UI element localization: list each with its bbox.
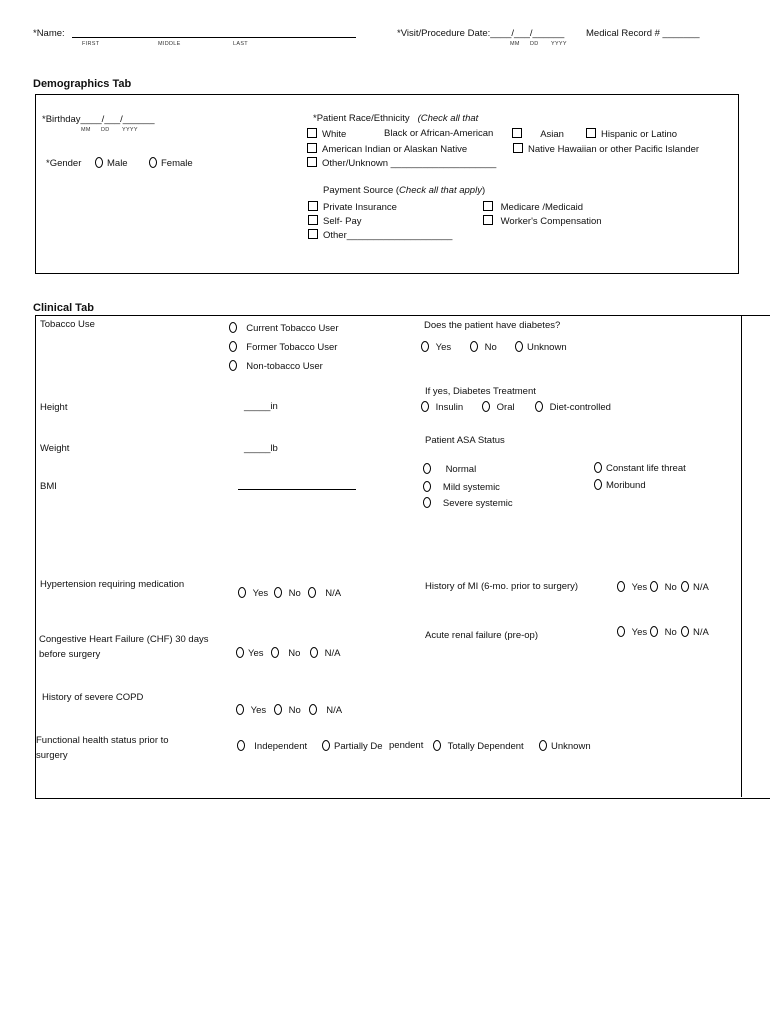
arf-no-option[interactable]: No bbox=[650, 626, 677, 638]
self-pay-checkbox-icon[interactable] bbox=[308, 215, 318, 225]
chf-yes-option[interactable]: Yes bbox=[236, 647, 264, 659]
gender-label: *Gender bbox=[46, 158, 82, 169]
race-black-label: Black or African-American bbox=[384, 128, 494, 139]
chf-yes-radio-icon[interactable] bbox=[236, 647, 244, 658]
tobacco-label: Tobacco Use bbox=[40, 319, 95, 330]
copd-yes-option[interactable]: Yes bbox=[236, 704, 266, 716]
asa-moribund-option[interactable]: Moribund bbox=[594, 479, 646, 491]
asa-normal-option[interactable]: Normal bbox=[423, 463, 476, 475]
bmi-field[interactable] bbox=[238, 489, 356, 490]
visit-dd: DD bbox=[530, 41, 539, 47]
birthday-dd: DD bbox=[101, 127, 110, 133]
copd-na-option[interactable]: N/A bbox=[309, 704, 342, 716]
birthday-yyyy: YYYY bbox=[122, 127, 138, 133]
mi-no-option[interactable]: No bbox=[650, 581, 677, 593]
medicare-checkbox-icon[interactable] bbox=[483, 201, 493, 211]
current-radio-icon[interactable] bbox=[229, 322, 237, 333]
func-independent-option[interactable]: Independent bbox=[237, 740, 307, 752]
race-other-option[interactable]: Other/Unknown ____________________ bbox=[307, 157, 496, 169]
htn-no-radio-icon[interactable] bbox=[274, 587, 282, 598]
asa-mild-radio-icon[interactable] bbox=[423, 481, 431, 492]
middle-label: MIDDLE bbox=[158, 41, 181, 47]
arf-na-radio-icon[interactable] bbox=[681, 626, 689, 637]
visit-mm: MM bbox=[510, 41, 520, 47]
functional-label-line2: surgery bbox=[36, 750, 68, 761]
bmi-label: BMI bbox=[40, 481, 57, 492]
func-partially-cont: pendent bbox=[389, 740, 424, 751]
weight-label: Weight bbox=[40, 443, 70, 454]
female-label: Female bbox=[161, 158, 193, 169]
visit-date-field[interactable]: *Visit/Procedure Date:____/___/______ bbox=[397, 28, 565, 39]
totally-radio-icon[interactable] bbox=[433, 740, 441, 751]
asa-moribund-radio-icon[interactable] bbox=[594, 479, 602, 490]
diabetes-unknown-radio-icon[interactable] bbox=[515, 341, 523, 352]
oral-option[interactable]: Oral bbox=[482, 401, 515, 413]
diabetes-question: Does the patient have diabetes? bbox=[424, 320, 561, 331]
hypertension-label: Hypertension requiring medication bbox=[40, 579, 185, 590]
gender-female-option[interactable] bbox=[149, 157, 193, 169]
copd-no-option[interactable]: No bbox=[274, 704, 301, 716]
independent-radio-icon[interactable] bbox=[237, 740, 245, 751]
diabetes-treatment-label: If yes, Diabetes Treatment bbox=[425, 386, 536, 397]
last-label: LAST bbox=[233, 41, 248, 47]
other-race-checkbox-icon[interactable] bbox=[307, 157, 317, 167]
oral-radio-icon[interactable] bbox=[482, 401, 490, 412]
func-unknown-option[interactable]: Unknown bbox=[539, 740, 591, 752]
insulin-radio-icon[interactable] bbox=[421, 401, 429, 412]
female-radio-icon[interactable] bbox=[149, 157, 157, 168]
visit-yyyy: YYYY bbox=[551, 41, 567, 47]
chf-no-option[interactable]: No bbox=[271, 647, 300, 659]
chf-no-radio-icon[interactable] bbox=[271, 647, 279, 658]
insulin-option[interactable]: Insulin bbox=[421, 401, 463, 413]
weight-field[interactable]: _____lb bbox=[244, 443, 278, 454]
copd-yes-radio-icon[interactable] bbox=[236, 704, 244, 715]
black-checkbox-icon[interactable] bbox=[512, 128, 522, 138]
tobacco-non-option[interactable]: Non-tobacco User bbox=[229, 360, 323, 372]
chf-na-radio-icon[interactable] bbox=[310, 647, 318, 658]
func-totally-option[interactable]: Totally Dependent bbox=[433, 740, 524, 752]
race-american-indian-option[interactable]: American Indian or Alaskan Native bbox=[307, 143, 467, 155]
func-unknown-radio-icon[interactable] bbox=[539, 740, 547, 751]
htn-na-radio-icon[interactable] bbox=[308, 587, 316, 598]
mi-na-radio-icon[interactable] bbox=[681, 581, 689, 592]
demographics-title: Demographics Tab bbox=[33, 78, 132, 90]
tobacco-current-option[interactable]: Current Tobacco User bbox=[229, 322, 339, 334]
clinical-right-divider bbox=[741, 315, 742, 797]
non-tobacco-radio-icon[interactable] bbox=[229, 360, 237, 371]
arf-no-radio-icon[interactable] bbox=[650, 626, 658, 637]
tobacco-former-option[interactable]: Former Tobacco User bbox=[229, 341, 337, 353]
diabetes-no-radio-icon[interactable] bbox=[470, 341, 478, 352]
mi-na-option[interactable]: N/A bbox=[681, 581, 709, 593]
chf-label-line1: Congestive Heart Failure (CHF) 30 days bbox=[39, 634, 209, 645]
diet-radio-icon[interactable] bbox=[535, 401, 543, 412]
pay-self-option[interactable]: Self- Pay bbox=[308, 215, 362, 227]
mi-yes-radio-icon[interactable] bbox=[617, 581, 625, 592]
diabetes-no-option[interactable]: No bbox=[470, 341, 497, 353]
htn-yes-option[interactable]: Yes bbox=[238, 587, 268, 599]
arf-yes-radio-icon[interactable] bbox=[617, 626, 625, 637]
race-asian-option[interactable]: Asian bbox=[512, 128, 564, 140]
pay-private-option[interactable]: Private Insurance bbox=[308, 201, 397, 213]
hispanic-checkbox-icon[interactable] bbox=[586, 128, 596, 138]
pay-workers-option[interactable]: Worker's Compensation bbox=[483, 215, 602, 227]
race-white-option[interactable]: White bbox=[307, 128, 346, 140]
asa-normal-radio-icon[interactable] bbox=[423, 463, 431, 474]
asa-mild-option[interactable]: Mild systemic bbox=[423, 481, 500, 493]
race-hispanic-option[interactable]: Hispanic or Latino bbox=[586, 128, 677, 140]
clinical-box bbox=[35, 315, 770, 799]
chf-label-line2: before surgery bbox=[39, 649, 101, 660]
func-partially-option[interactable]: Partially De bbox=[322, 740, 383, 752]
chf-na-option[interactable]: N/A bbox=[310, 647, 340, 659]
clinical-title: Clinical Tab bbox=[33, 302, 94, 314]
name-label: *Name: bbox=[33, 28, 65, 39]
asa-severe-option[interactable]: Severe systemic bbox=[423, 497, 513, 509]
copd-na-radio-icon[interactable] bbox=[309, 704, 317, 715]
partially-radio-icon[interactable] bbox=[322, 740, 330, 751]
race-label: *Patient Race/Ethnicity (Check all that bbox=[313, 113, 479, 124]
mi-no-radio-icon[interactable] bbox=[650, 581, 658, 592]
height-field[interactable]: _____in bbox=[244, 401, 278, 412]
arf-yes-option[interactable]: Yes bbox=[617, 626, 647, 638]
white-checkbox-icon[interactable] bbox=[307, 128, 317, 138]
pay-other-option[interactable]: Other____________________ bbox=[308, 229, 452, 241]
height-label: Height bbox=[40, 402, 68, 413]
diabetes-yes-radio-icon[interactable] bbox=[421, 341, 429, 352]
functional-label-line1: Functional health status prior to bbox=[36, 735, 169, 746]
asa-severe-radio-icon[interactable] bbox=[423, 497, 431, 508]
mi-yes-option[interactable]: Yes bbox=[617, 581, 647, 593]
medical-record-field[interactable]: Medical Record # _______ bbox=[586, 28, 700, 39]
diabetes-yes-option[interactable]: Yes bbox=[421, 341, 451, 353]
american-indian-checkbox-icon[interactable] bbox=[307, 143, 317, 153]
former-radio-icon[interactable] bbox=[229, 341, 237, 352]
copd-label: History of severe COPD bbox=[42, 692, 144, 703]
htn-yes-radio-icon[interactable] bbox=[238, 587, 246, 598]
birthday-mm: MM bbox=[81, 127, 91, 133]
asa-constant-option[interactable]: Constant life threat bbox=[594, 462, 686, 474]
htn-no-option[interactable]: No bbox=[274, 587, 301, 599]
birthday-field[interactable]: *Birthday____/___/______ bbox=[42, 114, 155, 125]
diet-option[interactable]: Diet-controlled bbox=[535, 401, 611, 413]
htn-na-option[interactable]: N/A bbox=[308, 587, 341, 599]
private-checkbox-icon[interactable] bbox=[308, 201, 318, 211]
payment-label: Payment Source (Check all that apply) bbox=[323, 185, 486, 196]
gender-male-option[interactable] bbox=[95, 157, 128, 169]
workers-checkbox-icon[interactable] bbox=[483, 215, 493, 225]
arf-label: Acute renal failure (pre-op) bbox=[425, 630, 538, 641]
other-pay-checkbox-icon[interactable] bbox=[308, 229, 318, 239]
arf-na-option[interactable]: N/A bbox=[681, 626, 709, 638]
hawaiian-checkbox-icon[interactable] bbox=[513, 143, 523, 153]
mi-label: History of MI (6-mo. prior to surgery) bbox=[425, 581, 579, 592]
asa-label: Patient ASA Status bbox=[425, 435, 505, 446]
copd-no-radio-icon[interactable] bbox=[274, 704, 282, 715]
name-field[interactable] bbox=[72, 37, 356, 38]
male-label: Male bbox=[107, 158, 128, 169]
first-label: FIRST bbox=[82, 41, 100, 47]
asa-constant-radio-icon[interactable] bbox=[594, 462, 602, 473]
diabetes-unknown-option[interactable]: Unknown bbox=[515, 341, 567, 353]
race-hawaiian-option[interactable]: Native Hawaiian or other Pacific Islander bbox=[513, 143, 699, 155]
pay-medicare-option[interactable]: Medicare /Medicaid bbox=[483, 201, 583, 213]
male-radio-icon[interactable] bbox=[95, 157, 103, 168]
